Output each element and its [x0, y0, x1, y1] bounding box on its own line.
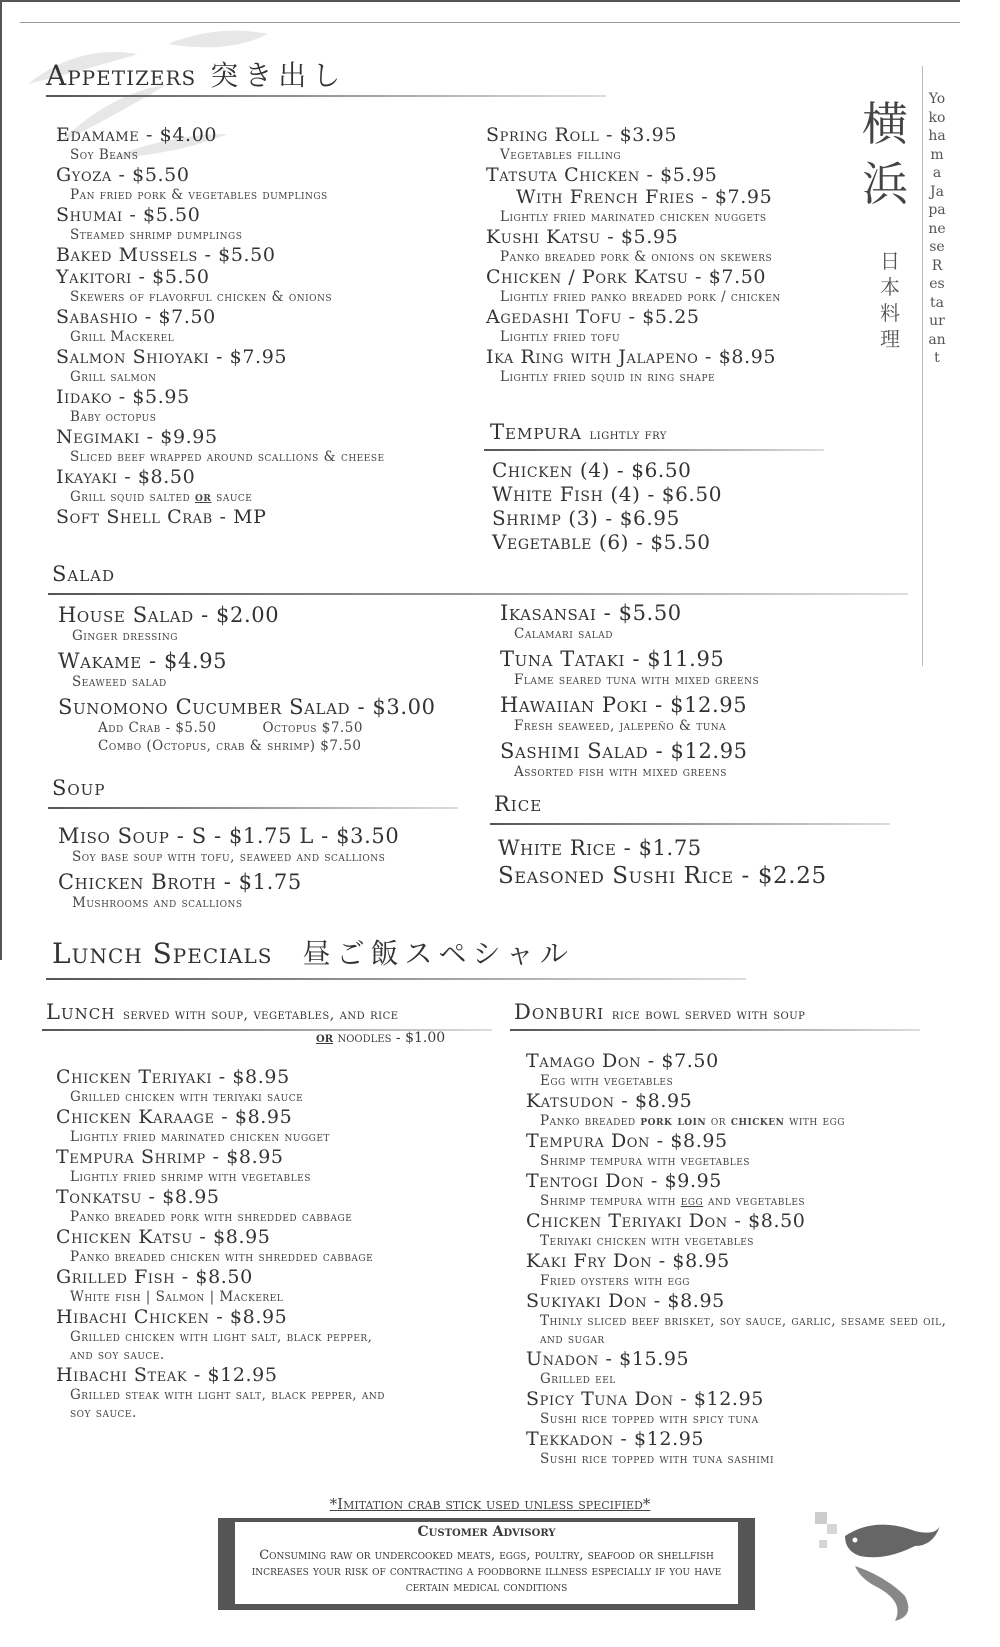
soup-rule [48, 807, 458, 809]
lunch-subtitle: served with soup, vegetables, and rice [122, 1007, 399, 1023]
item-desc: Baby octopus [70, 409, 157, 425]
menu-item [526, 1348, 956, 1388]
item-name: Salmon Shioyaki - $7.95 [56, 346, 288, 368]
menu-item [56, 426, 486, 466]
item-desc [540, 1112, 956, 1130]
item-desc: Skewers of flavorful chicken & onions [70, 289, 333, 305]
rice-heading: Rice [494, 792, 543, 816]
item-desc: White fish | Salmon | Mackerel [70, 1289, 284, 1305]
item-name: Gyoza - $5.50 [56, 164, 190, 186]
extra-combo: Combo (Octopus, crab & shrimp) $7.50 [98, 738, 362, 754]
item-desc: Egg with vegetables [540, 1073, 674, 1089]
salad-rule [48, 593, 908, 595]
logo-kanji-1: 横 [862, 97, 908, 151]
item-desc: Lightly fried marinated chicken nugget [70, 1129, 330, 1145]
item-name: Wakame - $4.95 [58, 649, 228, 673]
item-name: Tuna Tataki - $11.95 [500, 647, 725, 671]
item-desc [540, 1192, 956, 1210]
item-name: Yakitori - $5.50 [56, 266, 210, 288]
menu-item [486, 346, 846, 386]
item-name: Sabashio - $7.50 [56, 306, 216, 328]
tempura-title: Tempura [490, 420, 582, 444]
logo-sub-char: 料 [880, 301, 900, 325]
menu-item [56, 1266, 476, 1306]
sunomono-extras [98, 719, 488, 737]
item-desc: Mushrooms and scallions [72, 895, 243, 911]
menu-item [56, 204, 486, 244]
menu-item [526, 1428, 956, 1468]
extra-octopus: Octopus $7.50 [262, 720, 363, 736]
menu-item [56, 346, 486, 386]
extra-crab: Add Crab - $5.50 [98, 720, 217, 736]
menu-item [486, 226, 846, 266]
donburi-list [526, 1050, 956, 1468]
item-desc: Teriyaki chicken with vegetables [540, 1233, 754, 1249]
vertical-divider [922, 66, 923, 666]
desc-part: Grill squid salted [70, 489, 196, 505]
item-desc: Steamed shrimp dumplings [70, 227, 243, 243]
appetizers-heading [46, 54, 346, 94]
item-name: Sashimi Salad - $12.95 [500, 739, 748, 763]
customer-advisory-inner [235, 1522, 738, 1604]
item-desc: Soy base soup with tofu, seaweed and scallions [72, 849, 386, 865]
item-name: Grilled Fish - $8.50 [56, 1266, 253, 1288]
logo-kanji [855, 94, 915, 214]
tempura-list [492, 458, 812, 554]
advisory-text: Consuming raw or undercooked meats, eggs, poultry, seafood or shellfish increases your risk of contracting a foodborne illness especially if you have certain medical conditions [251, 1548, 722, 1595]
lunch-list [56, 1066, 476, 1422]
desc-part: sauce [211, 489, 253, 505]
item-desc: Seaweed salad [72, 674, 167, 690]
lunch-specials-title: Lunch Specials [52, 937, 273, 970]
item-desc: Vegetables filling [500, 147, 622, 163]
item-desc: Grilled steak with light salt, black pepper, and soy sauce. [70, 1387, 385, 1421]
item-name: Baked Mussels - $5.50 [56, 244, 276, 266]
item-desc: Grilled chicken with teriyaki sauce [70, 1089, 304, 1105]
item-desc [70, 488, 486, 506]
item-name: Soft Shell Crab - MP [56, 506, 267, 528]
menu-item [486, 124, 846, 164]
lunch-noodles-option [316, 1030, 445, 1046]
item-desc: Lightly fried marinated chicken nuggets [500, 209, 767, 225]
tempura-item: White Fish (4) - $6.50 [492, 482, 723, 506]
item-desc: Ginger dressing [72, 628, 178, 644]
logo-sub-char: 日 [880, 249, 900, 273]
lunch-title: Lunch [46, 1000, 116, 1024]
menu-item [58, 695, 488, 755]
menu-item [56, 124, 486, 164]
salad-left-list [58, 603, 488, 755]
desc-part: Shrimp tempura with [540, 1193, 681, 1209]
logo-sub-char: 理 [880, 327, 900, 351]
menu-item [526, 1170, 956, 1210]
item-desc: Lightly fried shrimp with vegetables [70, 1169, 311, 1185]
rice-list [498, 836, 878, 888]
donburi-subtitle: rice bowl served with soup [611, 1007, 806, 1023]
menu-item [486, 266, 846, 306]
menu-item [56, 1106, 476, 1146]
desc-chicken: chicken [730, 1113, 785, 1129]
item-desc: Sushi rice topped with spicy tuna [540, 1411, 759, 1427]
item-name: Hawaiian Poki - $12.95 [500, 693, 748, 717]
appetizers-title: Appetizers [46, 59, 197, 92]
donburi-rule [510, 1029, 920, 1031]
item-name: Ikayaki - $8.50 [56, 466, 196, 488]
menu-item [500, 739, 860, 781]
menu-item [58, 603, 488, 645]
soup-list [58, 824, 488, 912]
menu-item [56, 1226, 476, 1266]
item-desc: Grill salmon [70, 369, 157, 385]
appetizers-left-list [56, 124, 486, 528]
noodles-or: or [316, 1030, 334, 1046]
menu-item [526, 1050, 956, 1090]
desc-part: or [706, 1113, 731, 1129]
item-desc: Grill Mackerel [70, 329, 175, 345]
item-desc: Flame seared tuna with mixed greens [514, 672, 760, 688]
tempura-rule [484, 449, 824, 451]
donburi-heading [514, 1000, 805, 1024]
desc-pork-loin: pork loin [640, 1113, 707, 1129]
menu-item [56, 244, 486, 266]
item-name: Tonkatsu - $8.95 [56, 1186, 220, 1208]
soup-heading: Soup [52, 776, 106, 800]
advisory-title: Customer Advisory [417, 1524, 556, 1540]
menu-item [56, 1364, 476, 1422]
logo-subtitle-jp [880, 248, 900, 352]
lunch-specials-heading [52, 932, 574, 972]
logo-kanji-2: 浜 [862, 157, 908, 211]
menu-item [526, 1290, 956, 1348]
menu-item [526, 1130, 956, 1170]
item-desc: Lightly fried squid in ring shape [500, 369, 716, 385]
item-name: Sukiyaki Don - $8.95 [526, 1290, 725, 1312]
desc-egg: egg [680, 1193, 704, 1209]
menu-item [56, 306, 486, 346]
item-name: Edamame - $4.00 [56, 124, 218, 146]
tempura-subtitle: lightly fry [589, 427, 667, 443]
menu-item [56, 386, 486, 426]
item-desc: Assorted fish with mixed greens [514, 764, 727, 780]
item-name: Miso Soup - S - $1.75 L - $3.50 [58, 824, 400, 848]
item-name: Hibachi Chicken - $8.95 [56, 1306, 288, 1328]
item-name: Spring Roll - $3.95 [486, 124, 678, 146]
item-desc: Grilled chicken with light salt, black pepper, and soy sauce. [70, 1329, 373, 1363]
item-desc: Grilled eel [540, 1371, 616, 1387]
appetizers-rule [46, 95, 606, 97]
menu-item [486, 306, 846, 346]
item-desc: Fried oysters with egg [540, 1273, 690, 1289]
menu-item [500, 601, 860, 643]
item-name: Chicken Teriyaki Don - $8.50 [526, 1210, 806, 1232]
item-desc: Pan fried pork & vegetables dumplings [70, 187, 328, 203]
item-name: Shumai - $5.50 [56, 204, 201, 226]
donburi-title: Donburi [514, 1000, 605, 1024]
appetizers-right-list [486, 124, 846, 386]
item-desc: Calamari salad [514, 626, 613, 642]
item-name: Ikasansai - $5.50 [500, 601, 682, 625]
menu-item [56, 466, 486, 506]
item-desc: Lightly fried tofu [500, 329, 621, 345]
menu-item [526, 1388, 956, 1428]
rice-item: White Rice - $1.75 [498, 836, 702, 860]
menu-item [526, 1210, 956, 1250]
rice-rule [490, 823, 890, 825]
item-desc: Soy Beans [70, 147, 139, 163]
frame-top-border [0, 0, 960, 2]
item-desc: Shrimp tempura with vegetables [540, 1153, 750, 1169]
lunch-specials-title-jp: 昼ご飯スペシャル [302, 937, 574, 970]
item-name: Iidako - $5.95 [56, 386, 190, 408]
item-name: Tempura Don - $8.95 [526, 1130, 728, 1152]
menu-item [56, 1186, 476, 1226]
noodles-price: noodles - $1.00 [333, 1030, 446, 1046]
item-name: Chicken / Pork Katsu - $7.50 [486, 266, 767, 288]
item-name: Tentogi Don - $9.95 [526, 1170, 722, 1192]
menu-item [56, 164, 486, 204]
item-name: Chicken Broth - $1.75 [58, 870, 302, 894]
item-desc: Fresh seaweed, jalepeño & tuna [514, 718, 727, 734]
desc-part: Panko breaded [540, 1113, 641, 1129]
menu-item [58, 824, 488, 866]
item-desc: Sushi rice topped with tuna sashimi [540, 1451, 775, 1467]
item-name: Tempura Shrimp - $8.95 [56, 1146, 284, 1168]
frame-top-rule [20, 22, 960, 23]
imitation-crab-note: *Imitation crab stick used unless specified* [329, 1495, 651, 1513]
menu-item [486, 186, 846, 226]
rice-item: Seasoned Sushi Rice - $2.25 [498, 863, 827, 889]
item-name: Spicy Tuna Don - $12.95 [526, 1388, 764, 1410]
item-name: Katsudon - $8.95 [526, 1090, 693, 1112]
item-desc: Panko breaded chicken with shredded cabbage [70, 1249, 374, 1265]
menu-item [526, 1250, 956, 1290]
tempura-item: Chicken (4) - $6.50 [492, 458, 692, 482]
menu-item [526, 1090, 956, 1130]
item-name: Unadon - $15.95 [526, 1348, 690, 1370]
tempura-item: Vegetable (6) - $5.50 [492, 530, 711, 554]
desc-part: and vegetables [703, 1193, 806, 1209]
appetizers-title-jp: 突き出し [210, 59, 347, 92]
tempura-heading [490, 420, 667, 444]
item-desc: Thinly sliced beef brisket, soy sauce, garlic, sesame seed oil, and sugar [540, 1313, 947, 1347]
item-name: Chicken Katsu - $8.95 [56, 1226, 271, 1248]
restaurant-name-vertical: Yokohama Japanese Restaurant [928, 91, 946, 366]
salad-heading: Salad [52, 562, 116, 586]
item-name: Kushi Katsu - $5.95 [486, 226, 679, 248]
item-name: Negimaki - $9.95 [56, 426, 218, 448]
menu-item [56, 1066, 476, 1106]
menu-item [56, 266, 486, 306]
lunch-heading [46, 1000, 399, 1024]
menu-item [56, 1146, 476, 1186]
item-name: Chicken Teriyaki - $8.95 [56, 1066, 290, 1088]
desc-or: or [195, 489, 212, 505]
koi-fish-illustration [815, 1506, 945, 1626]
item-name: Tekkadon - $12.95 [526, 1428, 705, 1450]
menu-item [500, 647, 860, 689]
menu-item [486, 164, 846, 186]
item-name: House Salad - $2.00 [58, 603, 280, 627]
lunch-specials-rule [46, 978, 746, 980]
item-name: Tamago Don - $7.50 [526, 1050, 719, 1072]
item-desc: Sliced beef wrapped around scallions & cheese [70, 449, 385, 465]
frame-left-border [0, 0, 2, 960]
item-name: Agedashi Tofu - $5.25 [486, 306, 700, 328]
item-name: Chicken Karaage - $8.95 [56, 1106, 293, 1128]
menu-item [58, 649, 488, 691]
item-desc: Lightly fried panko breaded pork / chicken [500, 289, 781, 305]
salad-right-list [500, 601, 860, 781]
customer-advisory-box [218, 1518, 755, 1610]
item-name: With French Fries - $7.95 [516, 186, 773, 208]
item-name: Ika Ring with Jalapeno - $8.95 [486, 346, 777, 368]
item-desc: Panko breaded pork with shredded cabbage [70, 1209, 353, 1225]
menu-item [56, 1306, 476, 1364]
menu-item [56, 506, 486, 528]
menu-item [500, 693, 860, 735]
desc-part: with egg [784, 1113, 845, 1129]
item-name: Tatsuta Chicken - $5.95 [486, 164, 718, 186]
tempura-item: Shrimp (3) - $6.95 [492, 506, 680, 530]
item-desc: Panko breaded pork & onions on skewers [500, 249, 773, 265]
logo-sub-char: 本 [880, 275, 900, 299]
item-name: Sunomono Cucumber Salad - $3.00 [58, 695, 436, 719]
menu-item [58, 870, 488, 912]
item-name: Kaki Fry Don - $8.95 [526, 1250, 730, 1272]
item-name: Hibachi Steak - $12.95 [56, 1364, 278, 1386]
